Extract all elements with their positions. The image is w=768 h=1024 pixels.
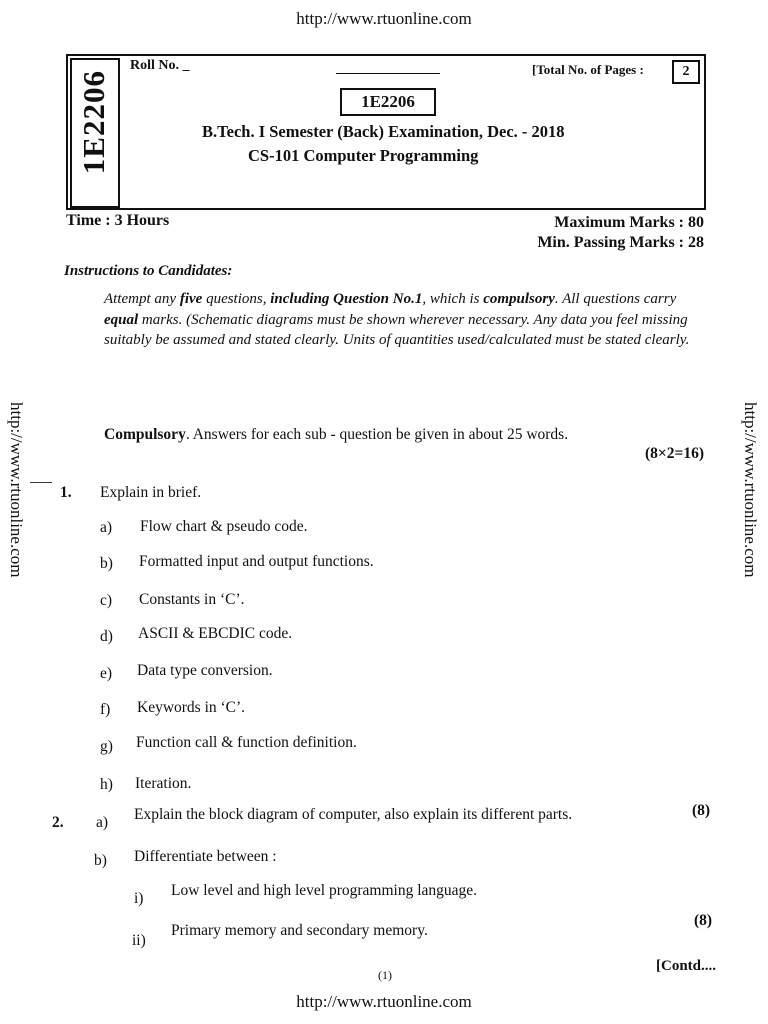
q1-item-label: g) xyxy=(100,738,113,755)
q1-item-label: d) xyxy=(100,628,113,645)
header-url: http://www.rtuonline.com xyxy=(296,9,472,28)
q1-item-label: b) xyxy=(100,555,113,572)
roll-no-label: Roll No. _ xyxy=(130,58,190,73)
q1-item-text: Keywords in ‘C’. xyxy=(137,699,246,716)
instructions-body: Attempt any five questions, including Question No.1, which is compulsory. All questions carry equal marks. (Schematic diagrams must be shown wherever necessary. Any data you feel missing suitably be assumed and stated clearly. Units of quantities used/calculated must be stated clearly. xyxy=(104,291,690,348)
total-pages-label: [Total No. of Pages : xyxy=(532,62,644,77)
paper-code: 1E2206 xyxy=(340,88,436,116)
page-number: (1) xyxy=(378,968,392,982)
instructions-heading: Instructions to Candidates: xyxy=(64,263,233,279)
footer-url: http://www.rtuonline.com xyxy=(296,992,472,1011)
time-allowed: Time : 3 Hours xyxy=(66,212,170,229)
total-pages-value: 2 xyxy=(672,60,700,84)
q1-item-label: c) xyxy=(100,592,113,609)
compulsory-note: Compulsory. Answers for each sub - question be given in about 25 words. xyxy=(104,426,569,443)
q2-number: 2. xyxy=(52,814,64,831)
q1-item-label: h) xyxy=(100,776,113,793)
exam-title: B.Tech. I Semester (Back) Examination, Dec. - 2018 xyxy=(202,122,565,141)
q1-number: 1. xyxy=(60,484,72,501)
q2a-text: Explain the block diagram of computer, also explain its different parts. xyxy=(134,806,573,823)
q2b-text: Differentiate between : xyxy=(134,848,277,865)
q1-marks: (8×2=16) xyxy=(645,445,704,462)
course-title: CS-101 Computer Programming xyxy=(248,146,479,165)
q2b-marks: (8) xyxy=(694,912,713,929)
q1-item-label: f) xyxy=(100,701,111,718)
q2a-label: a) xyxy=(96,814,109,831)
q2b-i-label: i) xyxy=(134,890,144,907)
q1-item-text: ASCII & EBCDIC code. xyxy=(138,625,293,642)
margin-mark xyxy=(30,482,52,483)
maximum-marks: Maximum Marks : 80 xyxy=(554,214,704,231)
q1-item-text: Flow chart & pseudo code. xyxy=(140,518,308,535)
roll-no-line xyxy=(336,73,440,74)
side-url-right: http://www.rtuonline.com xyxy=(741,402,760,578)
q2b-ii-label: ii) xyxy=(132,932,146,949)
vertical-paper-code: 1E2206 xyxy=(76,70,111,175)
q2b-i-text: Low level and high level programming language. xyxy=(171,882,478,899)
q1-text: Explain in brief. xyxy=(100,484,202,501)
q1-item-text: Data type conversion. xyxy=(137,662,273,679)
side-url-left: http://www.rtuonline.com xyxy=(7,402,26,578)
q1-item-text: Constants in ‘C’. xyxy=(139,591,245,608)
q2b-ii-text: Primary memory and secondary memory. xyxy=(171,922,428,939)
q1-item-text: Formatted input and output functions. xyxy=(139,553,374,570)
q1-item-text: Iteration. xyxy=(135,775,192,792)
q1-item-label: e) xyxy=(100,665,113,682)
q2a-marks: (8) xyxy=(692,802,711,819)
q1-item-label: a) xyxy=(100,519,113,536)
continued-note: [Contd.... xyxy=(656,958,717,974)
min-passing-marks: Min. Passing Marks : 28 xyxy=(537,234,704,251)
q2b-label: b) xyxy=(94,852,107,869)
q1-item-text: Function call & function definition. xyxy=(136,734,357,751)
